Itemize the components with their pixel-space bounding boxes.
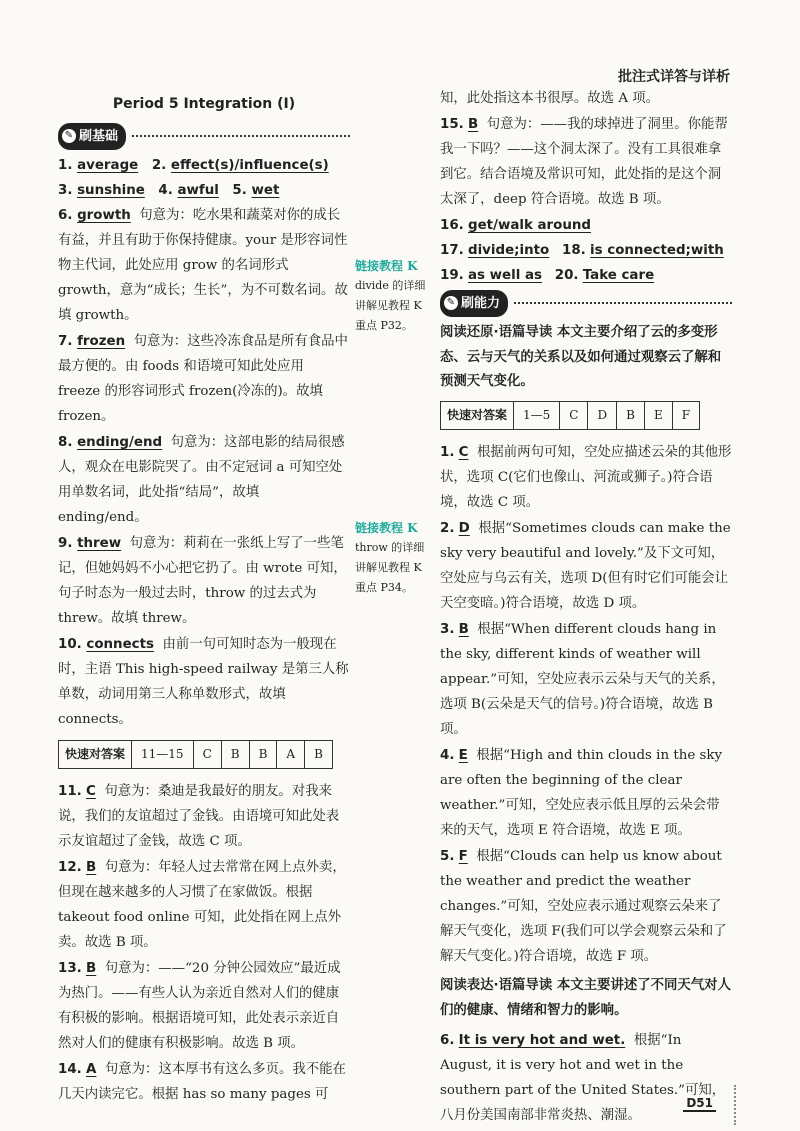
list-item: 17. divide;into 18. is connected;with bbox=[440, 243, 724, 258]
table-cell: B bbox=[249, 741, 277, 769]
table-cell: E bbox=[644, 402, 672, 430]
table-cell: C bbox=[560, 402, 588, 430]
list-item: 8. ending/end 句意为：这部电影的结局很感人，观众在电影院哭了。由不定冠词 a 可知空处用单数名词，此处指“结局”，故填 ending/end。 bbox=[58, 435, 345, 525]
page-number: D51 bbox=[683, 1096, 716, 1112]
list-item: 1. average 2. effect(s)/influence(s) bbox=[58, 158, 329, 173]
page-header: 批注式详答与详析 bbox=[618, 69, 730, 85]
right-column bbox=[440, 86, 732, 1129]
table-cell: A bbox=[277, 741, 305, 769]
margin-note bbox=[355, 256, 433, 336]
section-basic bbox=[58, 123, 350, 149]
section-ability bbox=[440, 290, 732, 316]
list-item: 3. B 根据“When different clouds hang in the sky, different kinds of weather will appear.”可知，空处应表示云朵与天气的关系，选项 B(云朵是天气的信号。)符合语境，故选 B 项。 bbox=[440, 622, 725, 737]
list-item: 11. C 句意为：桑迪是我最好的朋友。对我来说，我们的友谊超过了金钱。由语境可知此处表示友谊超过了金钱，故选 C 项。 bbox=[58, 784, 340, 849]
page-corner-decoration bbox=[734, 1085, 760, 1125]
list-item: 知，此处指这本书很厚。故选 A 项。 bbox=[440, 91, 660, 106]
table-cell: C bbox=[193, 741, 221, 769]
table-cell: B bbox=[221, 741, 249, 769]
list-item: 4. E 根据“High and thin clouds in the sky are often the beginning of the clear weather.”可知，空处应表示低且厚的云朵会带来的天气，选项 E 符合语境，故选 E 项。 bbox=[440, 748, 723, 838]
table-cell: F bbox=[672, 402, 699, 430]
list-item: 5. F 根据“Clouds can help us know about the weather and predict the weather changes.”可知，空处应表示通过观察云朵来了解天气变化，选项 F(我们可以学会观察云朵和了解天气变化。)符合语境，故选 F 项。 bbox=[440, 849, 727, 964]
table-cell: 11—15 bbox=[132, 741, 194, 769]
note-body: throw 的详细讲解见教程 K 重点 P34。 bbox=[355, 541, 425, 594]
dotted-divider bbox=[132, 135, 350, 137]
list-item: 19. as well as 20. Take care bbox=[440, 268, 655, 283]
quick-answer-table bbox=[58, 740, 333, 769]
section-badge: ✎ 刷基础 bbox=[58, 123, 126, 150]
margin-note bbox=[355, 518, 433, 598]
page-title: Period 5 Integration (Ⅰ) bbox=[112, 96, 296, 112]
section-badge: ✎ 刷能力 bbox=[440, 290, 508, 317]
list-item: 6. growth 句意为：吃水果和蔬菜对你的成长有益，并且有助于你保持健康。your 是形容词性物主代词，此处应用 grow 的名词形式 growth，意为“成长；生长”，为不可数名词。故填 growth。 bbox=[58, 208, 348, 323]
list-item: 1. C 根据前两句可知，空处应描述云朵的其他形状，选项 C(它们也像山、河流或狮子。)符合语境，故选 C 项。 bbox=[440, 445, 732, 510]
reading-guide: 阅读还原·语篇导读 本文主要介绍了云的多变形态、云与天气的关系以及如何通过观察云了解和预测天气变化。 bbox=[440, 324, 722, 389]
pen-icon: ✎ bbox=[444, 296, 458, 310]
list-item: 2. D 根据“Sometimes clouds can make the sky very beautiful and lovely.”及下文可知，空处应与乌云有关，选项 D(但有时它们可能会让天空变暗。)符合语境，故选 D 项。 bbox=[440, 521, 731, 611]
note-body: divide 的详细讲解见教程 K 重点 P32。 bbox=[355, 279, 426, 332]
table-cell: D bbox=[588, 402, 617, 430]
list-item: 6. It is very hot and wet. 根据“In August, it is very hot and wet in the southern part of the United States.”可知，八月份美国南部非常炎热、潮湿。 bbox=[440, 1033, 726, 1123]
list-item: 10. connects 由前一句可知时态为一般现在时，主语 This high-speed railway 是第三人称单数，动词用第三人称单数形式，故填 connects。 bbox=[58, 637, 349, 727]
pen-icon: ✎ bbox=[62, 129, 76, 143]
list-item: 7. frozen 句意为：这些冷冻食品是所有食品中最方便的。由 foods 和语境可知此处应用 freeze 的形容词形式 frozen(冷冻的)。故填 frozen。 bbox=[58, 334, 348, 424]
list-item: 16. get/walk around bbox=[440, 218, 592, 233]
reading-guide: 阅读表达·语篇导读 本文主要讲述了不同天气对人们的健康、情绪和智力的影响。 bbox=[440, 977, 731, 1018]
list-item: 13. B 句意为：——“20 分钟公园效应”最近成为热门。——有些人认为亲近自然对人们的健康有积极的影响。根据语境可知，此处表示亲近自然对人们的健康有积极影响。故选 B 项。 bbox=[58, 961, 341, 1051]
list-item: 9. threw 句意为：莉莉在一张纸上写了一些笔记，但她妈妈不小心把它扔了。由 wrote 可知，句子时态为一般过去时，throw 的过去式为 threw。故填 threw。 bbox=[58, 536, 347, 626]
dotted-divider bbox=[514, 302, 732, 304]
list-item: 12. B 句意为：年轻人过去常常在网上点外卖，但现在越来越多的人习惯了在家做饭。根据 takeout food online 可知，此处指在网上点外卖。故选 B 项。 bbox=[58, 860, 346, 950]
note-heading: 链接教程 K bbox=[355, 259, 418, 273]
table-cell: B bbox=[617, 402, 645, 430]
table-label: 快速对答案 bbox=[59, 741, 132, 769]
list-item: 15. B 句意为：——我的球掉进了洞里。你能帮我一下吗？——这个洞太深了。没有工具很难拿到它。结合语境及常识可知，此处指的是这个洞太深了，deep 符合语境。故选 B 项。 bbox=[440, 117, 728, 207]
table-cell: 1—5 bbox=[514, 402, 560, 430]
note-heading: 链接教程 K bbox=[355, 521, 418, 535]
table-label: 快速对答案 bbox=[441, 402, 514, 430]
list-item: 3. sunshine 4. awful 5. wet bbox=[58, 183, 280, 198]
quick-answer-table bbox=[440, 401, 700, 430]
table-cell: B bbox=[305, 741, 333, 769]
list-item: 14. A 句意为：这本厚书有这么多页。我不能在几天内读完它。根据 has so many pages 可 bbox=[58, 1062, 346, 1102]
left-column bbox=[58, 92, 350, 1108]
